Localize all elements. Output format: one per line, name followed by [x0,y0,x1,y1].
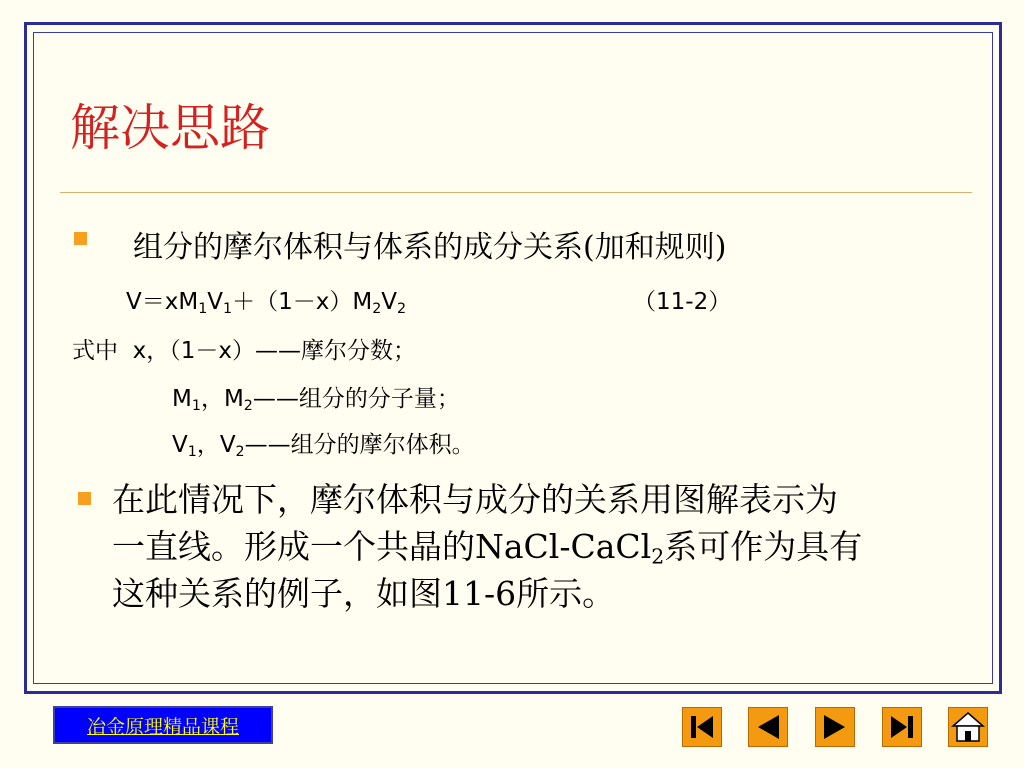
last-slide-button[interactable] [882,707,922,747]
definition-subscript: 1 [187,443,197,460]
equation-part: V [381,289,397,315]
definition-part: ，M [200,386,244,412]
definition-part: ——组分的分子量； [252,386,460,412]
bullet-marker [74,232,87,245]
home-button[interactable] [948,707,988,747]
definition-subscript: 2 [243,397,253,414]
bullet-2-line-1: 在此情况下，摩尔体积与成分的关系用图解表示为 [112,480,838,519]
definition-part: ，V [196,432,236,458]
equation-part: V＝xM [126,289,199,315]
equation-subscript: 2 [397,300,407,317]
slide-title: 解决思路 [70,99,270,157]
bullet-2-line-3: 这种关系的例子，如图11-6所示。 [112,574,616,613]
bullet-2-part: 一直线。形成一个共晶的NaCl-CaCl [112,527,652,566]
definition-part: M [172,386,192,412]
definition-line-3 [172,426,475,459]
equation-subscript: 1 [198,300,208,317]
definition-line-2 [172,380,460,413]
first-icon [683,708,721,746]
previous-slide-button[interactable] [748,707,788,747]
first-slide-button[interactable] [682,707,722,747]
bullet-2-part: 系可作为具有 [664,527,863,566]
equation-number: （11-2） [633,289,732,315]
next-slide-button[interactable] [815,707,855,747]
definition-line-1: 式中 x，（1－x）——摩尔分数； [72,338,416,364]
definition-subscript: 2 [235,443,245,460]
bullet-marker [78,492,91,505]
last-icon [883,708,921,746]
title-divider [60,192,972,193]
definition-part: V [172,432,188,458]
home-icon [949,708,987,746]
definition-part: ——组分的摩尔体积。 [244,432,475,458]
equation [126,283,406,316]
course-link[interactable] [53,706,273,744]
bullet-2-subscript: 2 [651,544,665,569]
equation-subscript: 1 [223,300,233,317]
course-label[interactable]: 冶金原理精品课程 [86,715,239,738]
equation-subscript: 2 [372,300,382,317]
definition-subscript: 1 [191,397,201,414]
bullet-2-line-2 [112,521,862,568]
equation-part: ＋（1－x）M [232,289,373,315]
next-icon [816,708,854,746]
previous-icon [749,708,787,746]
equation-part: V [207,289,224,315]
bullet-1-text: 组分的摩尔体积与体系的成分关系(加和规则) [133,230,727,265]
